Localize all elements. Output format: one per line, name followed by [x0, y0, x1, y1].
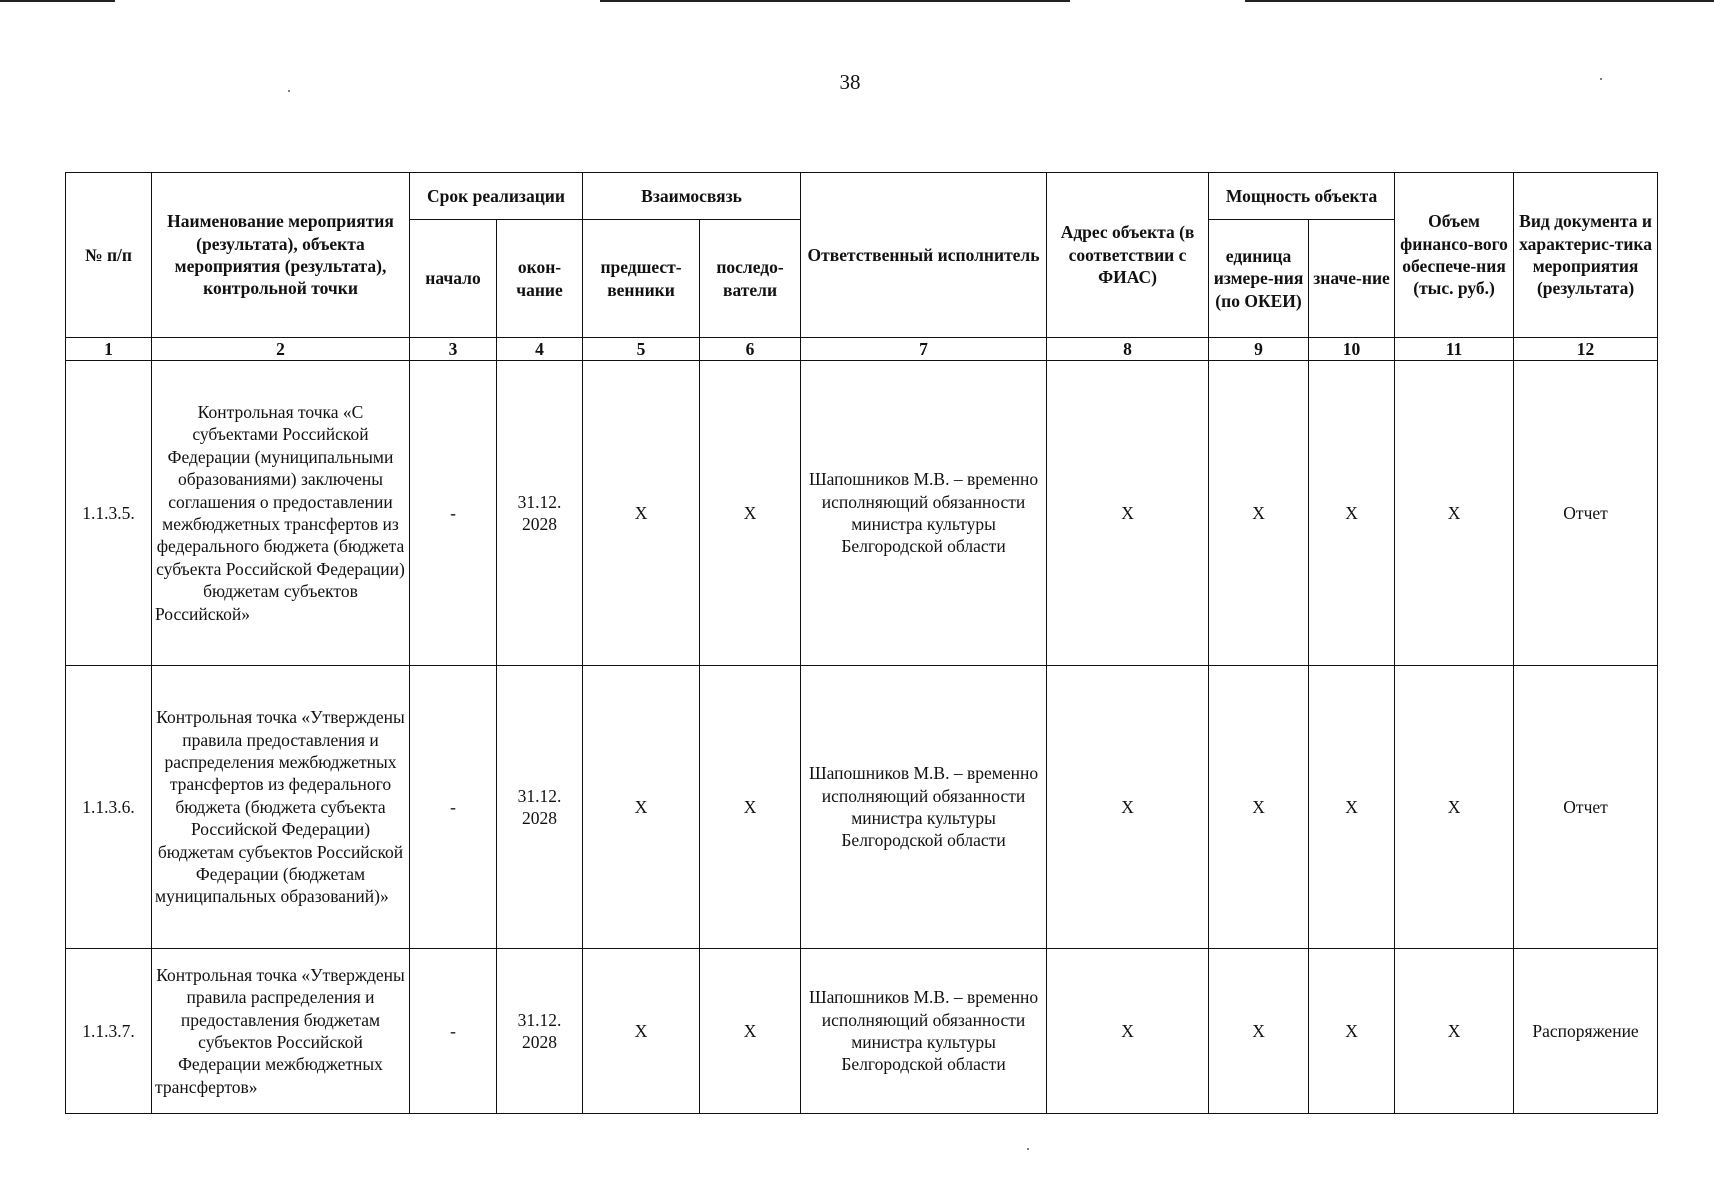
row-unit: X — [1209, 949, 1309, 1114]
header-unit: единица измере-ния (по ОКЕИ) — [1209, 220, 1309, 338]
row-name: Контрольная точка «С субъектами Российской Федерации (муниципальными образованиями) заключены соглашения о предоставлении межбюджетных трансфертов из федерального бюджета (бюджета субъекта Российской Федерации) бюджетам субъектов Российской» — [152, 361, 410, 666]
header-successors: последо-ватели — [700, 220, 801, 338]
page-number: 38 — [839, 70, 861, 94]
column-number: 6 — [700, 338, 801, 361]
header-term-group: Срок реализации — [410, 173, 583, 220]
row-successors: X — [700, 949, 801, 1114]
header-predecessors: предшест-венники — [583, 220, 700, 338]
column-number: 10 — [1309, 338, 1395, 361]
row-start: - — [410, 949, 497, 1114]
header-doc-type: Вид документа и характерис-тика мероприятия (результата) — [1514, 173, 1658, 338]
header-start: начало — [410, 220, 497, 338]
header-funding: Объем финансо-вого обеспече-ния (тыс. руб.) — [1395, 173, 1514, 338]
row-unit: X — [1209, 361, 1309, 666]
header-name: Наименование мероприятия (результата), объекта мероприятия (результата), контрольной точки — [152, 173, 410, 338]
row-doc-type: Отчет — [1514, 666, 1658, 949]
row-address: X — [1047, 949, 1209, 1114]
row-responsible: Шапошников М.В. – временно исполняющий обязанности министра культуры Белгородской области — [801, 666, 1047, 949]
column-number: 3 — [410, 338, 497, 361]
column-number: 4 — [497, 338, 583, 361]
row-doc-type: Распоряжение — [1514, 949, 1658, 1114]
row-responsible: Шапошников М.В. – временно исполняющий обязанности министра культуры Белгородской области — [801, 361, 1047, 666]
column-number: 7 — [801, 338, 1047, 361]
column-number: 11 — [1395, 338, 1514, 361]
top-edge-rule — [600, 0, 1070, 2]
row-name: Контрольная точка «Утверждены правила распределения и предоставления бюджетам субъектов Российской Федерации межбюджетных трансфертов» — [152, 949, 410, 1114]
row-predecessors: X — [583, 666, 700, 949]
row-funding: X — [1395, 361, 1514, 666]
header-responsible: Ответственный исполнитель — [801, 173, 1047, 338]
header-address: Адрес объекта (в соответствии с ФИАС) — [1047, 173, 1209, 338]
header-capacity-group: Мощность объекта — [1209, 173, 1395, 220]
top-edge-rule — [1245, 0, 1714, 2]
table-header — [66, 173, 1658, 338]
activity-plan-table — [65, 172, 1658, 1114]
column-number: 2 — [152, 338, 410, 361]
table-row — [66, 361, 1658, 666]
row-doc-type: Отчет — [1514, 361, 1658, 666]
row-value: X — [1309, 949, 1395, 1114]
table-row — [66, 949, 1658, 1114]
row-responsible: Шапошников М.В. – временно исполняющий обязанности министра культуры Белгородской области — [801, 949, 1047, 1114]
row-address: X — [1047, 666, 1209, 949]
row-successors: X — [700, 361, 801, 666]
row-unit: X — [1209, 666, 1309, 949]
header-value: значе-ние — [1309, 220, 1395, 338]
header-num: № п/п — [66, 173, 152, 338]
column-number: 8 — [1047, 338, 1209, 361]
row-num: 1.1.3.7. — [66, 949, 152, 1114]
top-edge-rule — [0, 0, 115, 2]
header-end: окон-чание — [497, 220, 583, 338]
scan-speck — [1027, 1148, 1029, 1150]
row-successors: X — [700, 666, 801, 949]
row-value: X — [1309, 666, 1395, 949]
row-address: X — [1047, 361, 1209, 666]
row-predecessors: X — [583, 949, 700, 1114]
row-value: X — [1309, 361, 1395, 666]
column-number: 1 — [66, 338, 152, 361]
column-number: 5 — [583, 338, 700, 361]
row-funding: X — [1395, 949, 1514, 1114]
column-number: 12 — [1514, 338, 1658, 361]
column-number-row — [66, 338, 1658, 361]
row-end: 31.12. 2028 — [497, 361, 583, 666]
row-num: 1.1.3.6. — [66, 666, 152, 949]
row-predecessors: X — [583, 361, 700, 666]
row-end: 31.12. 2028 — [497, 949, 583, 1114]
header-relation-group: Взаимосвязь — [583, 173, 801, 220]
row-end: 31.12. 2028 — [497, 666, 583, 949]
row-name: Контрольная точка «Утверждены правила предоставления и распределения межбюджетных трансфертов из федерального бюджета (бюджета субъекта Российской Федерации) бюджетам субъектов Российской Федерации (бюджетам муниципальных образований)» — [152, 666, 410, 949]
table-row — [66, 666, 1658, 949]
row-num: 1.1.3.5. — [66, 361, 152, 666]
row-start: - — [410, 666, 497, 949]
column-number: 9 — [1209, 338, 1309, 361]
row-start: - — [410, 361, 497, 666]
row-funding: X — [1395, 666, 1514, 949]
